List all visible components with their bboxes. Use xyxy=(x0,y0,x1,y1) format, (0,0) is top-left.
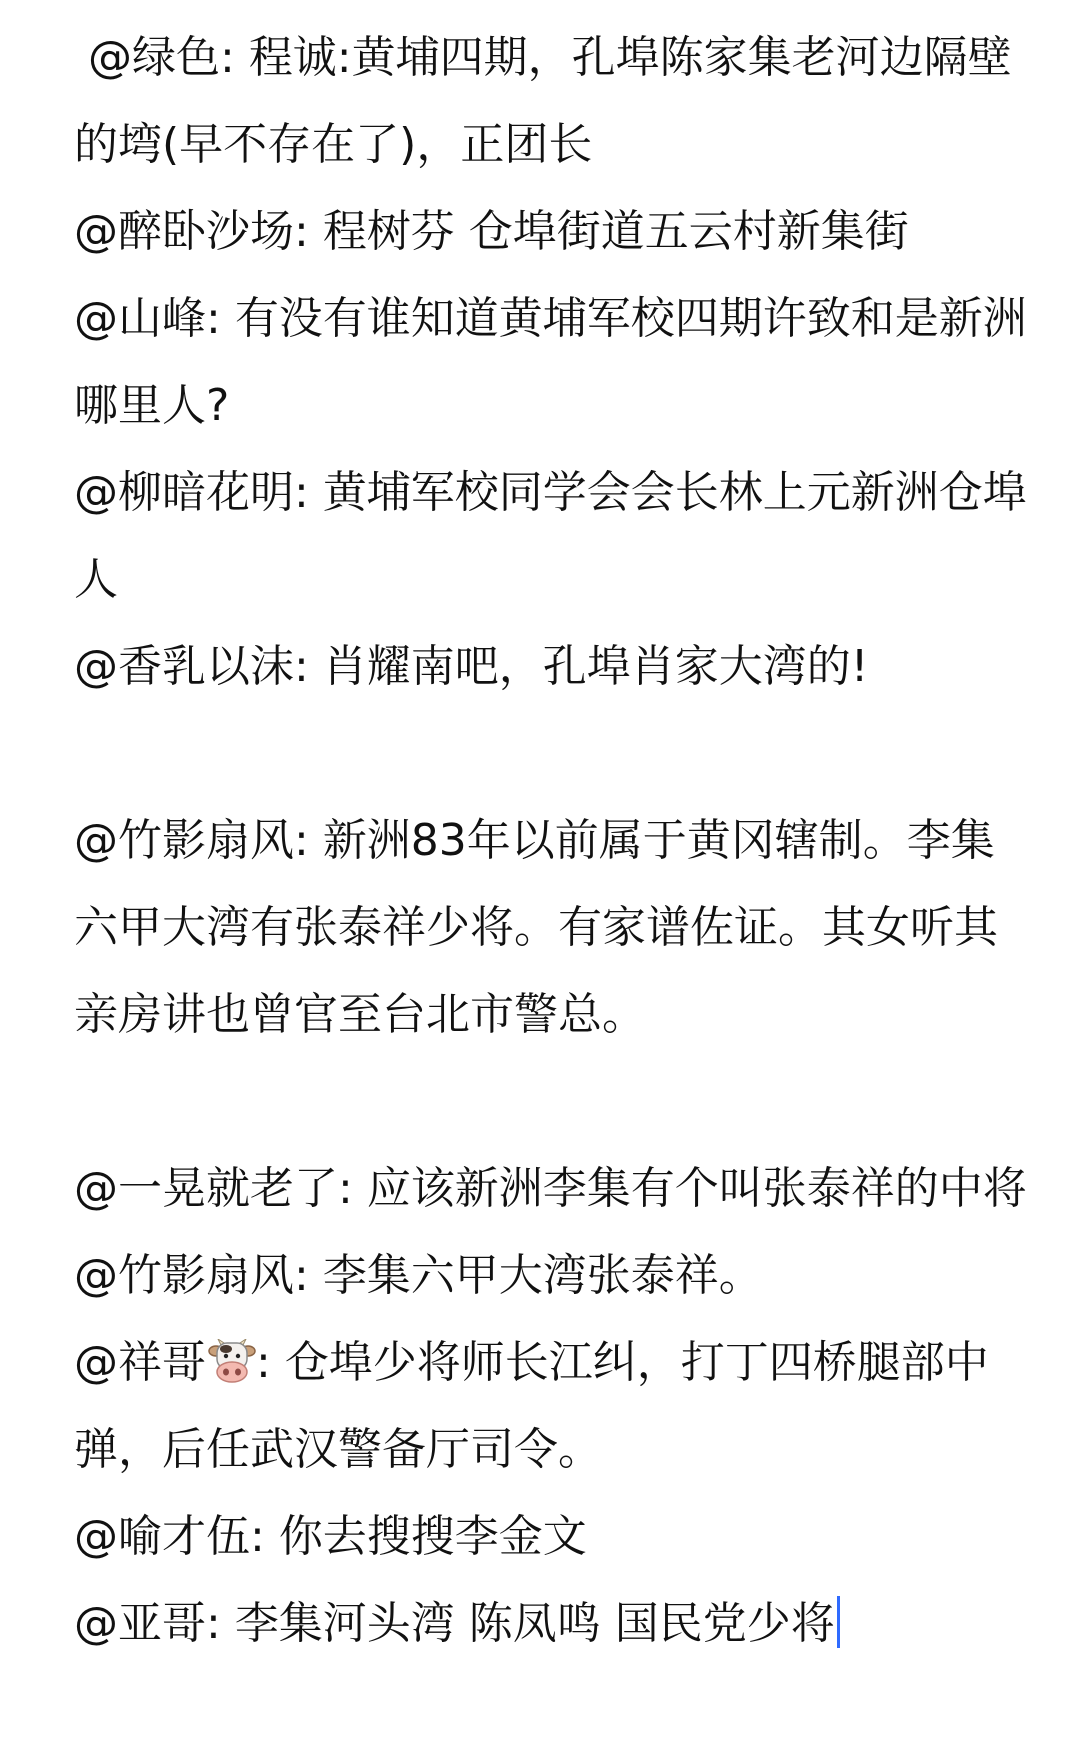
comment-line-10: @喻才伍: 你去搜搜李金文 xyxy=(74,1511,587,1562)
comment-text: 李集河头湾 陈凤鸣 国民党少将 xyxy=(234,1598,835,1649)
comment-text: 程树芬 仓埠街道五云村新集街 xyxy=(322,206,909,257)
comment-author: @山峰 xyxy=(74,293,206,344)
comment-line-11: @亚哥: 李集河头湾 陈凤鸣 国民党少将 xyxy=(74,1580,1034,1667)
comment-line-4: @柳暗花明: 黄埔军校同学会会长林上元新洲仓埠人 xyxy=(74,467,1027,605)
comment-author: @绿色 xyxy=(88,32,220,83)
comment-line-3: @山峰: 有没有谁知道黄埔军校四期许致和是新洲哪里人? xyxy=(74,293,1027,431)
blank-line xyxy=(74,710,1034,797)
comment-author: @祥哥 xyxy=(74,1337,206,1388)
comment-text: 黄埔军校同学会会长林上元新洲仓埠人 xyxy=(74,467,1027,605)
comment-text: 肖耀南吧，孔埠肖家大湾的! xyxy=(322,641,869,692)
comment-text: 新洲83年以前属于黄冈辖制。李集六甲大湾有张泰祥少将。有家谱佐证。其女听其亲房讲也曾官至台北市警总。 xyxy=(74,815,998,1040)
comment-author: @喻才伍 xyxy=(74,1511,250,1562)
comment-author: @醉卧沙场 xyxy=(74,206,294,257)
cow-face-icon xyxy=(208,1325,256,1369)
comment-text: 你去搜搜李金文 xyxy=(278,1511,587,1562)
comment-line-5: @香乳以沫: 肖耀南吧，孔埠肖家大湾的! xyxy=(74,641,869,692)
text-cursor xyxy=(837,1596,840,1648)
comment-text: 程诚:黄埔四期，孔埠陈家集老河边隔壁的塆(早不存在了)，正团长 xyxy=(74,32,1012,170)
comment-text: 应该新洲李集有个叫张泰祥的中将 xyxy=(366,1163,1027,1214)
comment-author: @一晃就老了 xyxy=(74,1163,338,1214)
comment-text: 仓埠少将师长江纠，打丁四桥腿部中弹，后任武汉警备厅司令。 xyxy=(74,1337,989,1475)
comment-line-7: @一晃就老了: 应该新洲李集有个叫张泰祥的中将 xyxy=(74,1163,1027,1214)
comment-author: @亚哥 xyxy=(74,1598,206,1649)
comment-author: @柳暗花明 xyxy=(74,467,294,518)
comment-text: 有没有谁知道黄埔军校四期许致和是新洲哪里人? xyxy=(74,293,1027,431)
comment-line-1: @绿色: 程诚:黄埔四期，孔埠陈家集老河边隔壁的塆(早不存在了)，正团长 xyxy=(74,32,1012,170)
comment-author: @竹影扇风 xyxy=(74,1250,294,1301)
comment-line-6: @竹影扇风: 新洲83年以前属于黄冈辖制。李集六甲大湾有张泰祥少将。有家谱佐证。其女听其亲房讲也曾官至台北市警总。 xyxy=(74,815,998,1040)
comment-line-9: @祥哥 : 仓埠少将师长江纠，打丁四桥腿部中弹，后任武汉警备厅司令。 xyxy=(74,1319,1034,1493)
comment-author: @香乳以沫 xyxy=(74,641,294,692)
comment-author: @竹影扇风 xyxy=(74,815,294,866)
comment-text: 李集六甲大湾张泰祥。 xyxy=(322,1250,763,1301)
blank-line xyxy=(74,1058,1034,1145)
comment-line-8: @竹影扇风: 李集六甲大湾张泰祥。 xyxy=(74,1250,763,1301)
comment-line-2: @醉卧沙场: 程树芬 仓埠街道五云村新集街 xyxy=(74,206,909,257)
text-editor[interactable] xyxy=(74,14,1034,1667)
